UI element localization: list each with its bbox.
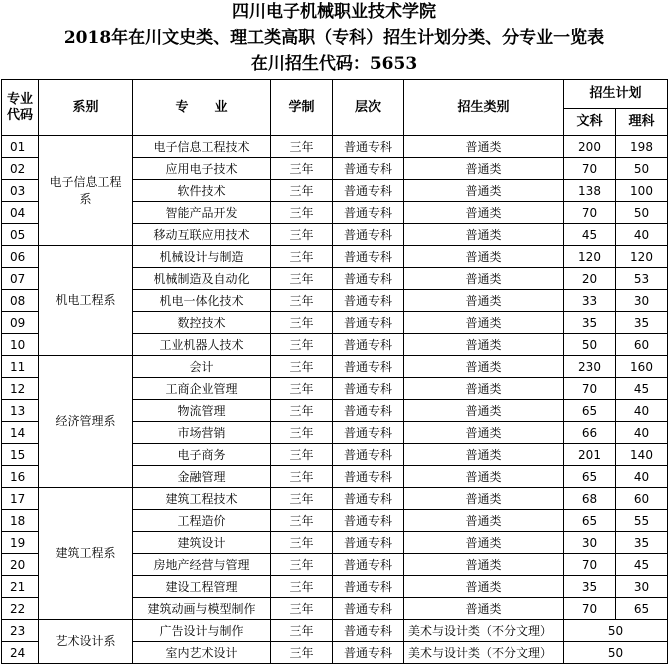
- duration: 三年: [271, 620, 333, 642]
- major-name: 软件技术: [133, 180, 271, 202]
- major-code: 10: [2, 334, 39, 356]
- plan-arts: 33: [564, 290, 616, 312]
- duration: 三年: [271, 400, 333, 422]
- header-plan: 招生计划: [564, 80, 668, 109]
- major-name: 金融管理: [133, 466, 271, 488]
- major-name: 电子商务: [133, 444, 271, 466]
- category: 美术与设计类（不分文理）: [404, 642, 564, 664]
- level: 普通专科: [333, 422, 404, 444]
- level: 普通专科: [333, 268, 404, 290]
- duration: 三年: [271, 378, 333, 400]
- plan-science: 100: [616, 180, 668, 202]
- major-name: 机械制造及自动化: [133, 268, 271, 290]
- major-name: 物流管理: [133, 400, 271, 422]
- level: 普通专科: [333, 510, 404, 532]
- major-code: 06: [2, 246, 39, 268]
- duration: 三年: [271, 334, 333, 356]
- major-code: 09: [2, 312, 39, 334]
- category: 普通类: [404, 598, 564, 620]
- major-name: 房地产经营与管理: [133, 554, 271, 576]
- plan-science: 50: [616, 158, 668, 180]
- table-row: [2, 620, 668, 642]
- duration: 三年: [271, 510, 333, 532]
- level: 普通专科: [333, 202, 404, 224]
- category: 普通类: [404, 334, 564, 356]
- table-row: [2, 136, 668, 158]
- enrollment-code: 在川招生代码：5653: [250, 54, 418, 74]
- category: 普通类: [404, 312, 564, 334]
- level: 普通专科: [333, 136, 404, 158]
- major-name: 工业机器人技术: [133, 334, 271, 356]
- plan-science: 40: [616, 466, 668, 488]
- major-code: 21: [2, 576, 39, 598]
- duration: 三年: [271, 554, 333, 576]
- plan-arts: 70: [564, 378, 616, 400]
- plan-arts: 30: [564, 532, 616, 554]
- plan-science: 65: [616, 598, 668, 620]
- duration: 三年: [271, 246, 333, 268]
- major-code: 22: [2, 598, 39, 620]
- level: 普通专科: [333, 158, 404, 180]
- plan-arts: 65: [564, 400, 616, 422]
- level: 普通专科: [333, 378, 404, 400]
- plan-arts: 65: [564, 510, 616, 532]
- level: 普通专科: [333, 180, 404, 202]
- major-name: 数控技术: [133, 312, 271, 334]
- major-name: 工程造价: [133, 510, 271, 532]
- major-code: 01: [2, 136, 39, 158]
- table-row: [2, 356, 668, 378]
- category: 普通类: [404, 290, 564, 312]
- level: 普通专科: [333, 466, 404, 488]
- category: 普通类: [404, 444, 564, 466]
- plan-science: 40: [616, 224, 668, 246]
- level: 普通专科: [333, 598, 404, 620]
- level: 普通专科: [333, 246, 404, 268]
- plan-arts: 70: [564, 554, 616, 576]
- major-code: 13: [2, 400, 39, 422]
- header-department: 系别: [39, 80, 133, 136]
- major-code: 11: [2, 356, 39, 378]
- department-cell: 经济管理系: [39, 356, 133, 488]
- major-name: 广告设计与制作: [133, 620, 271, 642]
- level: 普通专科: [333, 356, 404, 378]
- duration: 三年: [271, 466, 333, 488]
- category: 普通类: [404, 158, 564, 180]
- plan-arts: 70: [564, 598, 616, 620]
- duration: 三年: [271, 422, 333, 444]
- header-level: 层次: [333, 80, 404, 136]
- major-code: 02: [2, 158, 39, 180]
- plan-arts: 120: [564, 246, 616, 268]
- plan-arts: 66: [564, 422, 616, 444]
- table-row: [2, 488, 668, 510]
- major-name: 市场营销: [133, 422, 271, 444]
- level: 普通专科: [333, 224, 404, 246]
- plan-science: 30: [616, 576, 668, 598]
- plan-arts: 138: [564, 180, 616, 202]
- table-title: 2018年在川文史类、理工类高职（专科）招生计划分类、分专业一览表: [63, 28, 605, 48]
- major-name: 移动互联应用技术: [133, 224, 271, 246]
- header-major: 专 业: [133, 80, 271, 136]
- major-name: 建筑工程技术: [133, 488, 271, 510]
- plan-science: 50: [616, 202, 668, 224]
- duration: 三年: [271, 290, 333, 312]
- header-row: [2, 80, 668, 109]
- category: 普通类: [404, 224, 564, 246]
- duration: 三年: [271, 576, 333, 598]
- category: 普通类: [404, 378, 564, 400]
- duration: 三年: [271, 224, 333, 246]
- major-code: 24: [2, 642, 39, 664]
- category: 普通类: [404, 576, 564, 598]
- plan-science: 120: [616, 246, 668, 268]
- category: 普通类: [404, 422, 564, 444]
- major-code: 12: [2, 378, 39, 400]
- major-name: 建筑动画与模型制作: [133, 598, 271, 620]
- duration: 三年: [271, 202, 333, 224]
- major-name: 建筑设计: [133, 532, 271, 554]
- major-name: 室内艺术设计: [133, 642, 271, 664]
- duration: 三年: [271, 532, 333, 554]
- major-code: 03: [2, 180, 39, 202]
- level: 普通专科: [333, 312, 404, 334]
- plan-arts: 20: [564, 268, 616, 290]
- header-code: 专业 代码: [2, 80, 39, 136]
- category: 普通类: [404, 180, 564, 202]
- duration: 三年: [271, 180, 333, 202]
- level: 普通专科: [333, 620, 404, 642]
- plan-science: 60: [616, 334, 668, 356]
- plan-arts: 200: [564, 136, 616, 158]
- enrollment-plan-table: [1, 79, 668, 664]
- duration: 三年: [271, 158, 333, 180]
- plan-arts: 230: [564, 356, 616, 378]
- major-code: 05: [2, 224, 39, 246]
- major-name: 机械设计与制造: [133, 246, 271, 268]
- category: 普通类: [404, 554, 564, 576]
- level: 普通专科: [333, 642, 404, 664]
- duration: 三年: [271, 136, 333, 158]
- department-cell: 建筑工程系: [39, 488, 133, 620]
- major-code: 15: [2, 444, 39, 466]
- category: 普通类: [404, 246, 564, 268]
- duration: 三年: [271, 642, 333, 664]
- plan-science: 198: [616, 136, 668, 158]
- level: 普通专科: [333, 334, 404, 356]
- plan-science: 60: [616, 488, 668, 510]
- category: 普通类: [404, 400, 564, 422]
- level: 普通专科: [333, 444, 404, 466]
- plan-arts: 201: [564, 444, 616, 466]
- level: 普通专科: [333, 488, 404, 510]
- major-name: 机电一体化技术: [133, 290, 271, 312]
- duration: 三年: [271, 598, 333, 620]
- category: 普通类: [404, 466, 564, 488]
- category: 普通类: [404, 488, 564, 510]
- plan-science: 53: [616, 268, 668, 290]
- major-code: 16: [2, 466, 39, 488]
- plan-arts: 68: [564, 488, 616, 510]
- department-cell: 艺术设计系: [39, 620, 133, 664]
- duration: 三年: [271, 268, 333, 290]
- plan-science: 35: [616, 532, 668, 554]
- plan-science: 30: [616, 290, 668, 312]
- major-name: 工商企业管理: [133, 378, 271, 400]
- header-arts: 文科: [564, 109, 616, 136]
- header-science: 理科: [616, 109, 668, 136]
- category: 普通类: [404, 510, 564, 532]
- plan-total: 50: [564, 620, 668, 642]
- category: 普通类: [404, 268, 564, 290]
- plan-science: 45: [616, 378, 668, 400]
- major-name: 会计: [133, 356, 271, 378]
- plan-science: 140: [616, 444, 668, 466]
- level: 普通专科: [333, 400, 404, 422]
- plan-science: 160: [616, 356, 668, 378]
- duration: 三年: [271, 488, 333, 510]
- plan-arts: 50: [564, 334, 616, 356]
- category: 普通类: [404, 202, 564, 224]
- school-name: 四川电子机械职业技术学院: [232, 2, 436, 22]
- duration: 三年: [271, 312, 333, 334]
- major-code: 14: [2, 422, 39, 444]
- level: 普通专科: [333, 290, 404, 312]
- header-duration: 学制: [271, 80, 333, 136]
- major-code: 19: [2, 532, 39, 554]
- plan-arts: 35: [564, 576, 616, 598]
- major-code: 18: [2, 510, 39, 532]
- major-name: 应用电子技术: [133, 158, 271, 180]
- level: 普通专科: [333, 554, 404, 576]
- major-code: 23: [2, 620, 39, 642]
- major-name: 电子信息工程技术: [133, 136, 271, 158]
- table-row: [2, 246, 668, 268]
- category: 美术与设计类（不分文理）: [404, 620, 564, 642]
- major-name: 智能产品开发: [133, 202, 271, 224]
- major-name: 建设工程管理: [133, 576, 271, 598]
- plan-science: 45: [616, 554, 668, 576]
- level: 普通专科: [333, 532, 404, 554]
- duration: 三年: [271, 356, 333, 378]
- category: 普通类: [404, 532, 564, 554]
- plan-science: 55: [616, 510, 668, 532]
- plan-arts: 70: [564, 202, 616, 224]
- major-code: 17: [2, 488, 39, 510]
- plan-arts: 65: [564, 466, 616, 488]
- plan-arts: 70: [564, 158, 616, 180]
- major-code: 04: [2, 202, 39, 224]
- plan-arts: 35: [564, 312, 616, 334]
- plan-total: 50: [564, 642, 668, 664]
- level: 普通专科: [333, 576, 404, 598]
- major-code: 20: [2, 554, 39, 576]
- plan-science: 40: [616, 400, 668, 422]
- major-code: 07: [2, 268, 39, 290]
- plan-science: 40: [616, 422, 668, 444]
- department-cell: 机电工程系: [39, 246, 133, 356]
- duration: 三年: [271, 444, 333, 466]
- category: 普通类: [404, 136, 564, 158]
- category: 普通类: [404, 356, 564, 378]
- major-code: 08: [2, 290, 39, 312]
- header-category: 招生类别: [404, 80, 564, 136]
- department-cell: 电子信息工程系: [39, 136, 133, 246]
- plan-science: 35: [616, 312, 668, 334]
- plan-arts: 45: [564, 224, 616, 246]
